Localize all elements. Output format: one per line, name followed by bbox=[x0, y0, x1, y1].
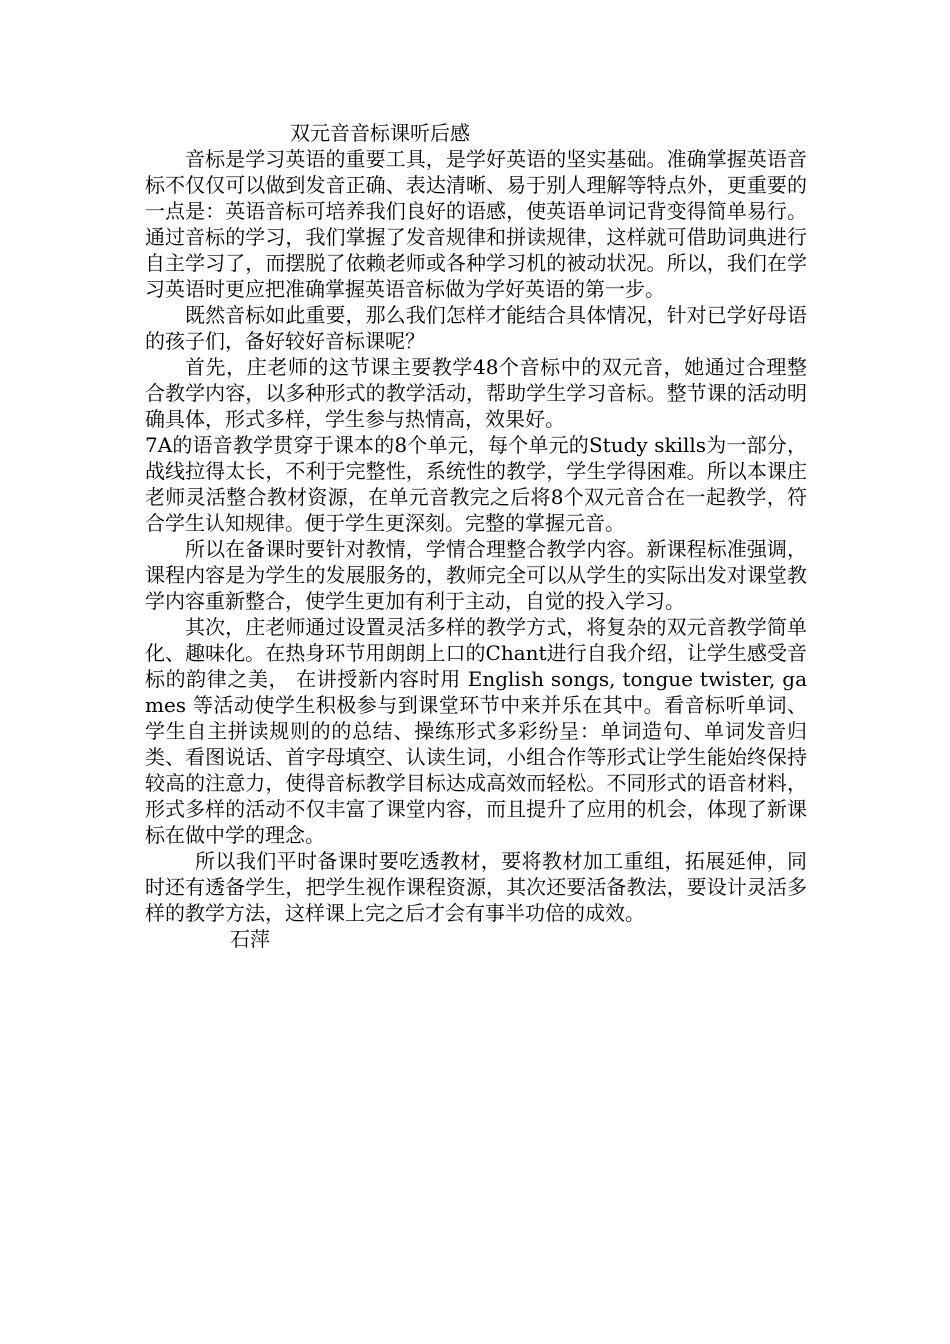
paragraph-conclusion: 所以我们平时备课时要吃透教材，要将教材加工重组，拓展延伸，同时还有透备学生，把学生视作课程资源，其次还要活备教法，要设计灵活多样的教学方法，这样课上完之后才会有事半功倍的成效。 bbox=[145, 849, 807, 925]
author-signature: 石萍 bbox=[230, 927, 270, 951]
paragraph-first-point: 首先，庄老师的这节课主要教学48个音标中的双元音，她通过合理整合教学内容，以多种形式的教学活动，帮助学生学习音标。整节课的活动明确具体，形式多样，学生参与热情高，效果好。 bbox=[145, 355, 807, 431]
paragraph-importance-of-phonetics: 音标是学习英语的重要工具，是学好英语的坚实基础。准确掌握英语音标不仅仅可以做到发音正确、表达清晰、易于别人理解等特点外，更重要的一点是：英语音标可培养我们良好的语感，使英语单词记背变得简单易行。通过音标的学习，我们掌握了发音规律和拼读规律，这样就可借助词典进行自主学习了，而摆脱了依赖老师或各种学习机的被动状况。所以，我们在学习英语时更应把准确掌握英语音标做为学好英语的第一步。 bbox=[145, 147, 807, 301]
document-title: 双元音音标课听后感 bbox=[290, 121, 470, 145]
paragraph-second-point: 其次，庄老师通过设置灵活多样的教学方式，将复杂的双元音教学简单化、趣味化。在热身环节用朗朗上口的Chant进行自我介绍，让学生感受音标的韵律之美， 在讲授新内容时用 English songs, tongue twister, games 等活动使学生积极参与到课堂环节中来并乐在其中。看音标听单词、学生自主拼读规则的的总结、操练形式多彩纷呈：单词造句、单词发音归类、看图说话、首字母填空、认读生词，小组合作等形式让学生能始终保持较高的注意力，使得音标教学目标达成高效而轻松。不同形式的语音材料，形式多样的活动不仅丰富了课堂内容，而且提升了应用的机会，体现了新课标在做中学的理念。 bbox=[145, 615, 807, 847]
paragraph-lesson-planning: 所以在备课时要针对教情，学情合理整合教学内容。新课程标准强调，课程内容是为学生的发展服务的，教师完全可以从学生的实际出发对课堂教学内容重新整合，使学生更加有利于主动，自觉的投入学习。 bbox=[145, 537, 807, 613]
document-body bbox=[145, 120, 807, 952]
paragraph-question: 既然音标如此重要，那么我们怎样才能结合具体情况，针对已学好母语的孩子们，备好较好音标课呢？ bbox=[145, 303, 807, 353]
paragraph-7a-teaching: 7A的语音教学贯穿于课本的8个单元，每个单元的Study skills为一部分，战线拉得太长，不利于完整性，系统性的教学，学生学得困难。所以本课庄老师灵活整合教材资源，在单元音教完之后将8个双元音合在一起教学，符合学生认知规律。便于学生更深刻。完整的掌握元音。 bbox=[145, 433, 807, 535]
